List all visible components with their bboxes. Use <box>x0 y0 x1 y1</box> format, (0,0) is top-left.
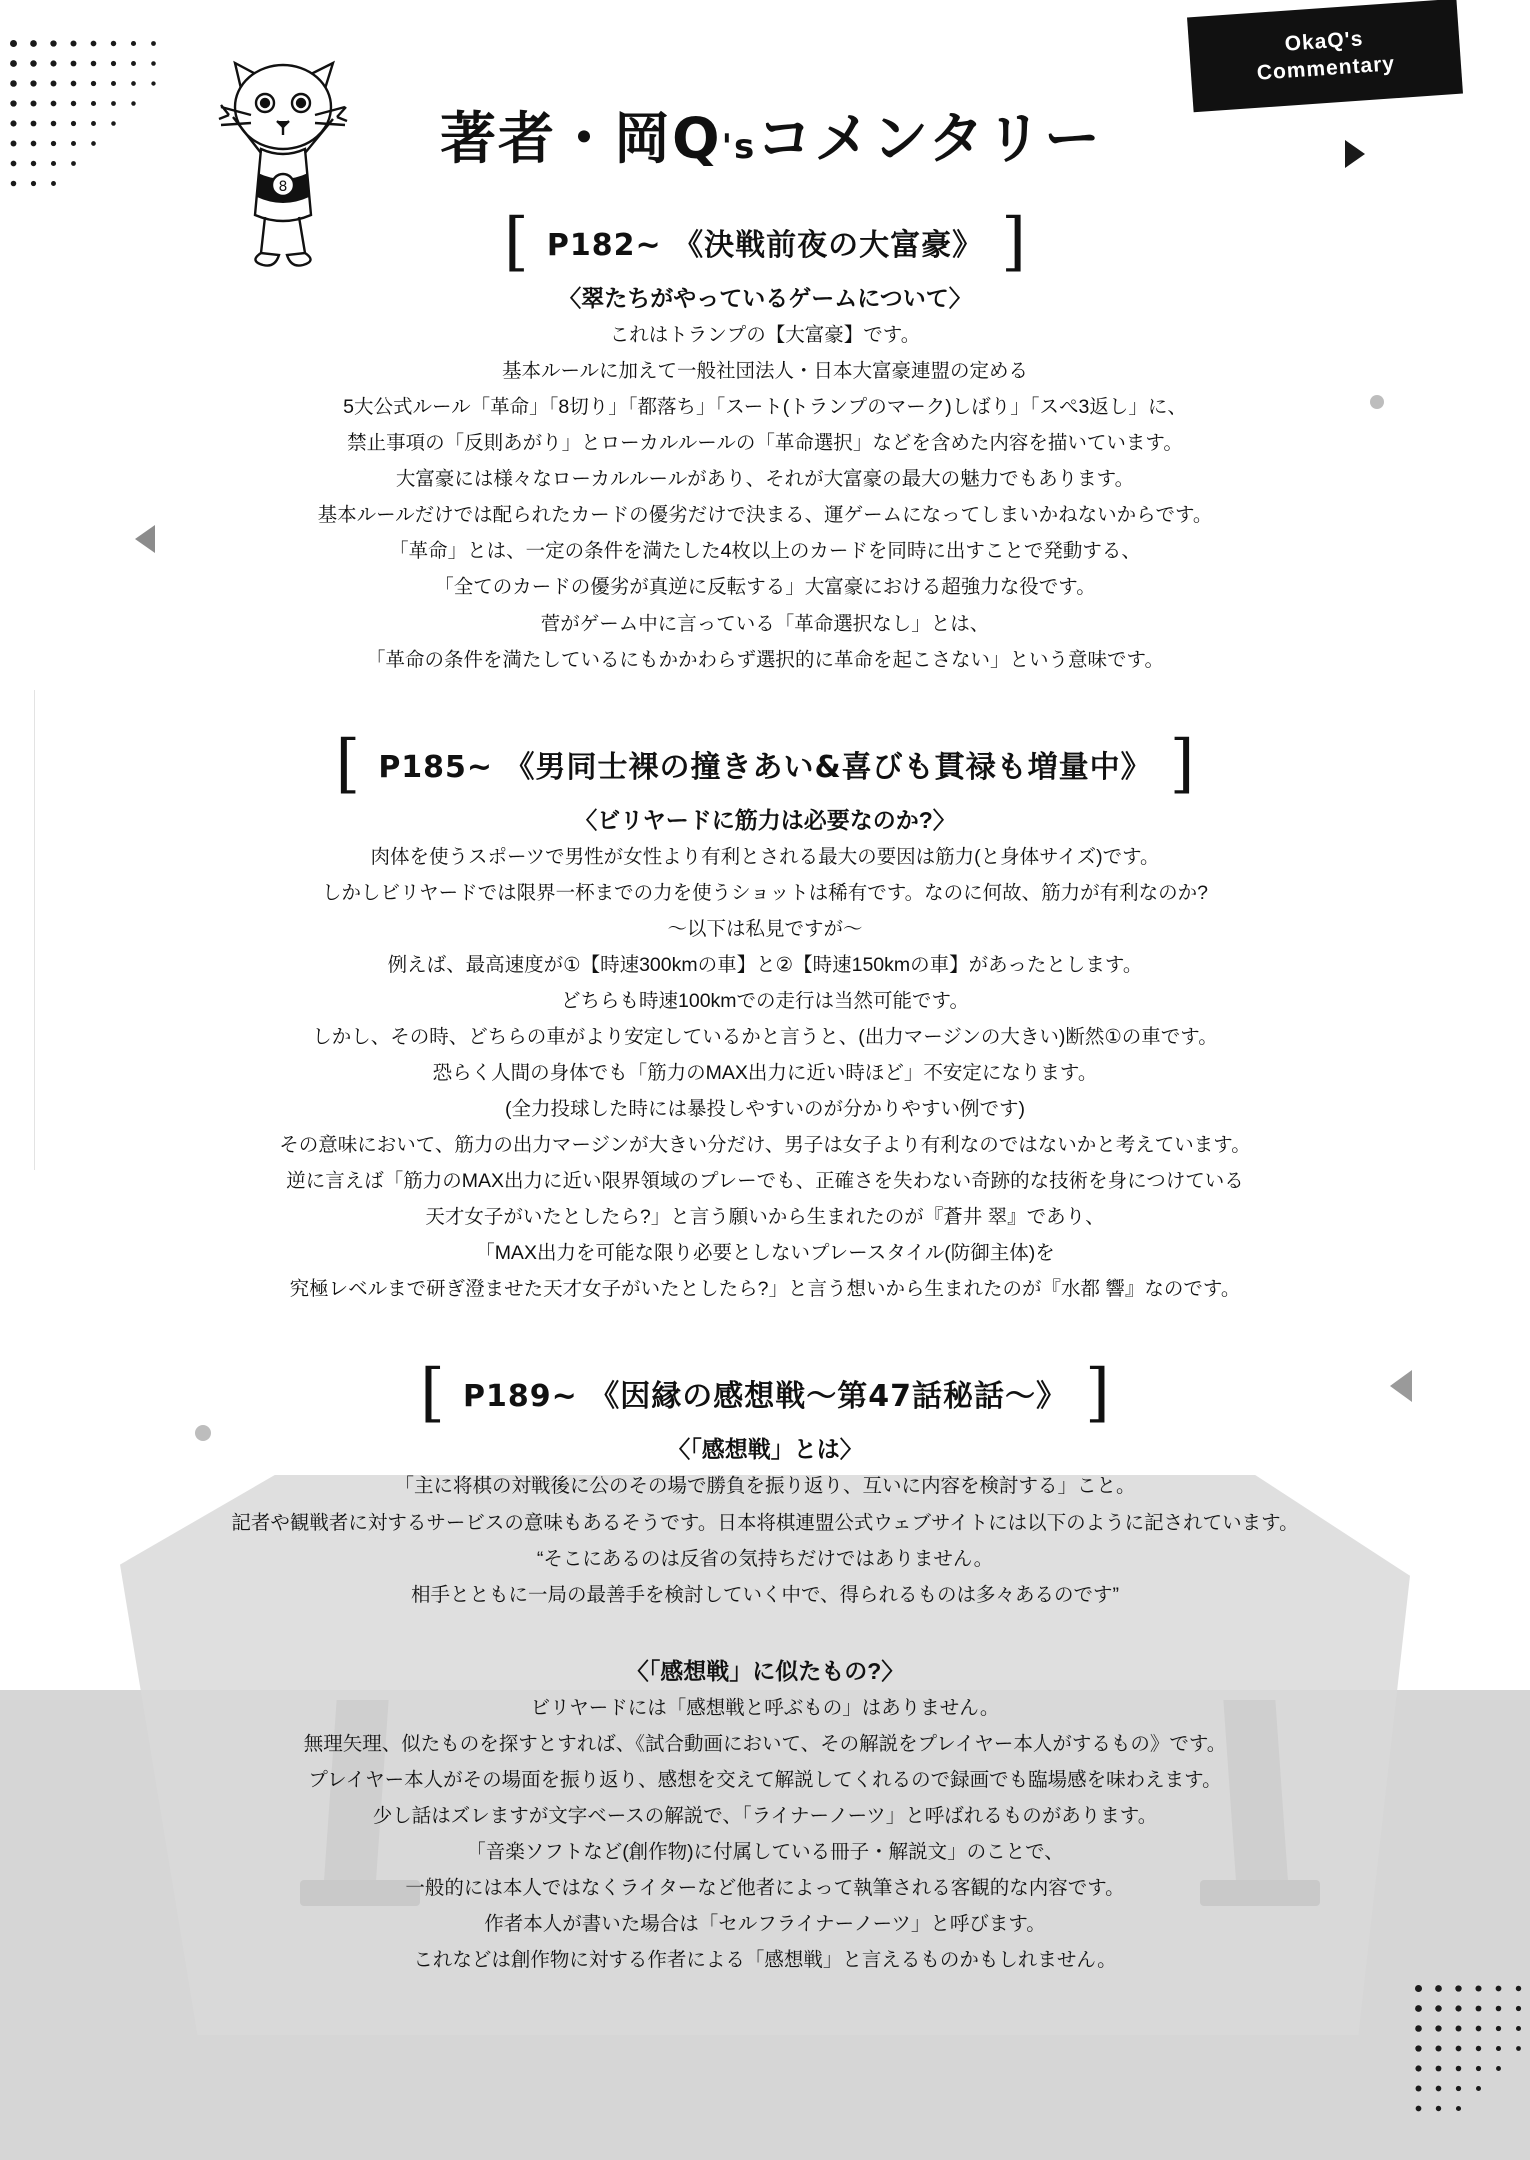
paragraph-line: しかし、その時、どちらの車がより安定しているかと言うと、(出力マージンの大きい)断然①の車です。 <box>312 1025 1218 1048</box>
decor-dot <box>71 121 76 126</box>
decor-dot <box>1436 2086 1442 2092</box>
paragraph-line: 例えば、最高速度が①【時速300kmの車】と②【時速150kmの車】があったとします。 <box>387 953 1143 976</box>
paragraph-line: 大富豪には様々なローカルルールがあり、それが大富豪の最大の魅力でもあります。 <box>395 468 1135 491</box>
decor-dot <box>151 41 156 46</box>
decor-dot <box>1435 2045 1441 2051</box>
decor-dot <box>131 41 136 46</box>
decor-dot <box>30 100 36 106</box>
page-title <box>440 95 1102 175</box>
bracket-left: [ <box>503 205 529 279</box>
section-heading <box>0 205 1530 279</box>
decor-dot <box>11 181 17 187</box>
decor-dot <box>51 181 56 186</box>
paragraph-line: 一般的には本人ではなくライターなど他者によって執筆される客観的な内容です。 <box>405 1877 1125 1899</box>
paragraph-line: 少し話はズレますが文字ベースの解説で、「ライナーノーツ」と呼ばれるものがあります。 <box>372 1804 1158 1827</box>
badge-line-1: OkaQ's <box>1283 27 1365 57</box>
decor-dot <box>1416 2086 1422 2092</box>
paragraph-line: 「MAX出力を可能な限り必要としないプレースタイル(防御主体)を <box>475 1242 1055 1265</box>
spacer <box>0 1307 1530 1361</box>
commentary-section <box>0 1356 1530 2032</box>
bracket-right: ] <box>1169 726 1195 801</box>
decor-dot <box>1416 2106 1422 2112</box>
paragraph-line: その意味において、筋力の出力マージンが大きい分だけ、男子は女子より有利なのではないかと考えています。 <box>279 1134 1251 1157</box>
paragraph-line: 「革命の条件を満たしているにもかかわらず選択的に革命を起こさない」という意味です。 <box>366 648 1164 671</box>
bracket-left: [ <box>420 1356 446 1431</box>
section-paragraph <box>95 1690 1435 1979</box>
section-heading-text: P189~ 《因縁の感想戦〜第47話秘話〜》 <box>463 1379 1067 1415</box>
paragraph-line: 「音楽ソフトなど(創作物)に付属している冊子・解説文」のことで、 <box>466 1840 1064 1863</box>
decor-dot <box>71 141 76 146</box>
paragraph-line: 禁止事項の「反則あがり」とローカルルールの「革命選択」などを含めた内容を描いています。 <box>347 432 1183 455</box>
decor-dot <box>1415 2065 1421 2071</box>
page-title-main: 著者・岡Q <box>440 107 722 172</box>
paragraph-line: 〜以下は私見ですが〜 <box>667 917 863 940</box>
svg-text:8: 8 <box>278 179 288 195</box>
decor-dot <box>71 81 77 87</box>
decor-dot <box>10 120 16 126</box>
paragraph-line: (全力投球した時には暴投しやすいのが分かりやすい例です) <box>505 1098 1025 1121</box>
paragraph-line: 「革命」とは、一定の条件を満たした4枚以上のカードを同時に出すことで発動する、 <box>389 540 1141 563</box>
decor-dot <box>51 161 56 166</box>
section-subheading: 〈「感想戦」とは〉 <box>667 1436 863 1463</box>
decor-dot <box>71 101 76 106</box>
commentary-section <box>0 726 1530 1362</box>
decor-dot <box>111 61 116 66</box>
section-heading-text: P185~ 《男同士裸の撞きあい&喜びも貫禄も増量中》 <box>378 749 1152 785</box>
triangle-right-icon <box>1345 140 1365 168</box>
decor-dot <box>91 141 96 146</box>
paragraph-line: どちらも時速100kmでの走行は当然可能です。 <box>561 989 969 1012</box>
section-paragraph <box>95 839 1435 1308</box>
decor-dot <box>111 81 116 86</box>
decor-dot <box>71 61 77 67</box>
spacer <box>0 1613 1530 1647</box>
paragraph-line: 基本ルールに加えて一般社団法人・日本大富豪連盟の定める <box>501 360 1029 383</box>
decor-dot <box>70 40 76 46</box>
decor-dot <box>31 161 36 166</box>
decor-dot <box>1456 2106 1461 2111</box>
decor-dot <box>11 161 17 167</box>
decor-dot <box>1436 2066 1442 2072</box>
section-paragraph <box>95 1468 1435 1612</box>
bracket-right: ] <box>1001 205 1027 279</box>
paragraph-line: 菅がゲーム中に言っている「革命選択なし」とは、 <box>540 612 990 635</box>
paragraph-line: ビリヤードには「感想戦と呼ぶもの」はありません。 <box>530 1696 1000 1719</box>
decor-dot <box>111 101 116 106</box>
decor-dot <box>1496 2066 1501 2071</box>
decor-dot <box>1476 2046 1481 2051</box>
decor-dot <box>131 81 136 86</box>
paragraph-line: プレイヤー本人がその場面を振り返り、感想を交えて解説してくれるので録画でも臨場感を味わえます。 <box>308 1768 1222 1791</box>
paragraph-line: 5大公式ルール「革命」「8切り」「都落ち」「スート(トランプのマーク)しばり」「スぺ3返し」に、 <box>343 396 1187 419</box>
decor-dot <box>1415 2045 1421 2051</box>
section-subheading: 〈翠たちがやっているゲームについて〉 <box>558 285 972 311</box>
paragraph-line: “そこにあるのは反省の気持ちだけではありません。 <box>536 1547 994 1570</box>
decor-dot <box>50 40 56 46</box>
decor-dot <box>1496 2046 1501 2051</box>
decor-dot <box>11 141 17 147</box>
decor-dot <box>10 40 17 47</box>
decor-dot <box>131 61 136 66</box>
section-subheading: 〈「感想戦」に似たもの?〉 <box>625 1657 905 1684</box>
paragraph-line: 肉体を使うスポーツで男性が女性より有利とされる最大の要因は筋力(と身体サイズ)です。 <box>370 845 1160 868</box>
paragraph-line: しかしビリヤードでは限界一杯までの力を使うショットは稀有です。なのに何故、筋力が有利なのか? <box>321 881 1208 904</box>
spacer <box>0 678 1530 732</box>
decor-dot <box>151 81 155 85</box>
decor-dot <box>111 121 116 126</box>
commentary-section <box>0 205 1530 732</box>
commentary-badge <box>1187 0 1463 112</box>
paragraph-line: 記者や観戦者に対するサービスの意味もあるそうです。日本将棋連盟公式ウェブサイトには以下のように記されています。 <box>231 1511 1299 1534</box>
decor-dot <box>10 80 17 87</box>
decor-dot <box>50 60 56 66</box>
decor-dot <box>1476 2086 1481 2091</box>
decor-dot <box>151 61 156 66</box>
decor-dot <box>30 40 37 47</box>
commentary-body <box>0 205 1530 2032</box>
decor-dot <box>10 60 17 67</box>
section-heading <box>0 726 1530 801</box>
page-title-tail: コメンタリー <box>756 107 1103 172</box>
page-title-sup: 's <box>721 127 757 167</box>
paragraph-line: 「主に将棋の対戦後に公のその場で勝負を振り返り、互いに内容を検討する」こと。 <box>394 1475 1136 1498</box>
section-heading-text: P182~ 《決戦前夜の大富豪》 <box>546 228 984 263</box>
decor-dot <box>91 41 97 47</box>
paragraph-line: 「全てのカードの優劣が真逆に反転する」大富豪における超強力な役です。 <box>434 576 1096 599</box>
decor-dot <box>31 141 37 147</box>
decor-dot <box>1456 2046 1462 2052</box>
paragraph-line: 無理矢理、似たものを探すとすれば、《試合動画において、その解説をプレイヤー本人がするもの》です。 <box>303 1732 1227 1755</box>
decor-dot <box>1516 2046 1521 2051</box>
decor-dot <box>91 61 97 67</box>
decor-dot <box>30 80 36 86</box>
decor-dot <box>131 101 135 105</box>
decor-dot <box>91 101 96 106</box>
decor-dot <box>91 81 96 86</box>
decor-dot <box>1476 2066 1481 2071</box>
decor-dot <box>51 101 57 107</box>
decor-dot <box>1436 2106 1441 2111</box>
decor-dot <box>1456 2086 1461 2091</box>
paragraph-line: 天才女子がいたとしたら?」と言う願いから生まれたのが『蒼井 翠』であり、 <box>425 1206 1105 1229</box>
decor-dot <box>71 161 76 166</box>
paragraph-line: 究極レベルまで研ぎ澄ませた天才女子がいたとしたら?」と言う想いから生まれたのが『水都 響』なのです。 <box>289 1278 1241 1301</box>
paragraph-line: 相手とともに一局の最善手を検討していく中で、得られるものは多々あるのです” <box>410 1583 1120 1606</box>
paragraph-line: 基本ルールだけでは配られたカードの優劣だけで決まる、運ゲームになってしまいかねないからです。 <box>317 504 1213 527</box>
paragraph-line: 逆に言えば「筋力のMAX出力に近い限界領域のプレーでも、正確さを失わない奇跡的な技術を身につけている <box>286 1170 1244 1193</box>
decor-dot <box>51 141 56 146</box>
paragraph-line: これはトランプの【大富豪】です。 <box>609 324 921 346</box>
decor-dot <box>51 81 57 87</box>
spacer <box>0 1978 1530 2032</box>
paragraph-line: これなどは創作物に対する作者による「感想戦」と言えるものかもしれません。 <box>413 1949 1117 1972</box>
decor-dot <box>31 181 36 186</box>
section-subheading: 〈ビリヤードに筋力は必要なのか?〉 <box>574 806 956 833</box>
decor-dot <box>91 121 96 126</box>
paragraph-line: 恐らく人間の身体でも「筋力のMAX出力に近い時ほど」不安定になります。 <box>432 1062 1098 1084</box>
decor-dot <box>51 121 57 127</box>
decor-dot <box>30 60 36 66</box>
paragraph-line: 作者本人が書いた場合は「セルフライナーノーツ」と呼びます。 <box>484 1913 1046 1936</box>
decor-dot <box>1456 2066 1462 2072</box>
decor-dot <box>31 121 37 127</box>
section-heading <box>0 1356 1530 1431</box>
badge-line-2: Commentary <box>1256 51 1396 85</box>
bracket-left: [ <box>335 726 361 801</box>
section-paragraph <box>95 317 1435 678</box>
decor-dot <box>111 41 116 46</box>
bracket-right: ] <box>1084 1356 1110 1431</box>
decor-dot <box>10 100 16 106</box>
